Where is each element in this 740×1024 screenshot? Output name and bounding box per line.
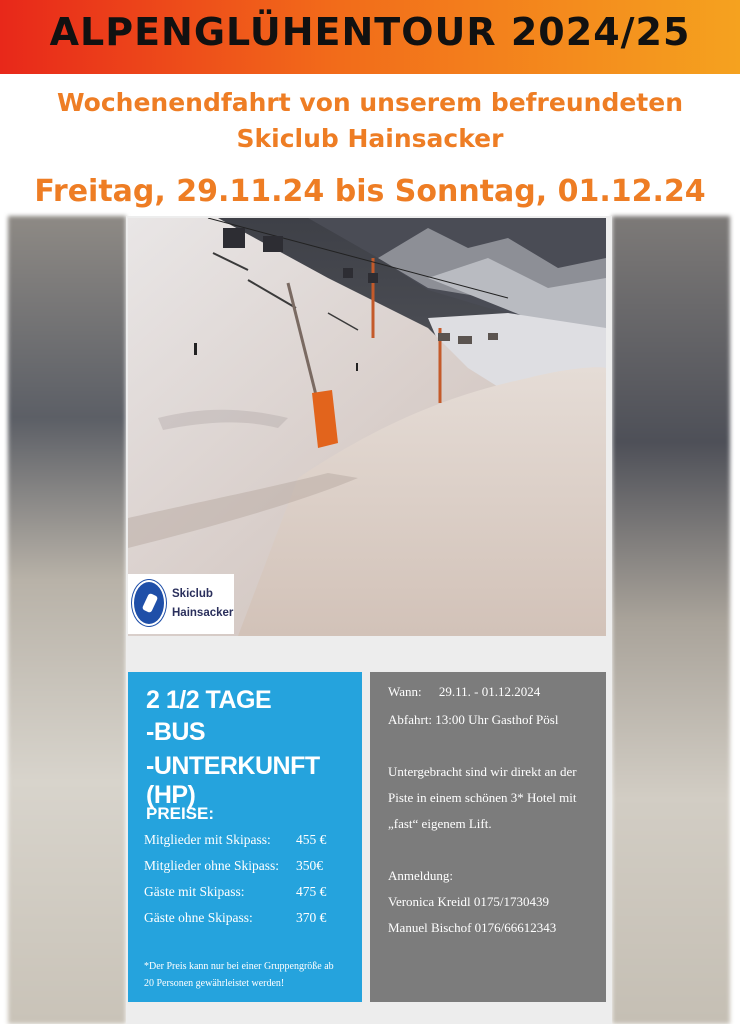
when-value: 29.11. - 01.12.2024 [438, 684, 541, 699]
lodging-line-1: Untergebracht sind wir direkt an der [388, 764, 577, 779]
price-value: 475 € [296, 884, 327, 899]
price-label: Mitglieder mit Skipass: [144, 832, 271, 847]
price-value: 350€ [296, 858, 323, 873]
page-title: ALPENGLÜHENTOUR 2024/25 [49, 10, 691, 54]
details-box [370, 672, 606, 1002]
blurred-background-right [612, 216, 730, 1024]
offer-duration: 2 1/2 TAGE [146, 686, 272, 714]
subtitle-line-1: Wochenendfahrt von unserem befreundeten [56, 88, 683, 117]
price-row [144, 884, 354, 906]
price-footnote [144, 958, 354, 992]
registration-label: Anmeldung: [388, 868, 453, 883]
departure-info: Abfahrt: 13:00 Uhr Gasthof Pösl [388, 712, 559, 727]
subtitle-line-2: Skiclub Hainsacker [236, 124, 504, 153]
club-badge-line-1: Skiclub [172, 588, 213, 600]
price-label: Mitglieder ohne Skipass: [144, 858, 279, 873]
club-badge-line-2: Hainsacker [172, 607, 234, 619]
blurred-background-left [8, 216, 126, 1024]
contact-1: Veronica Kreidl 0175/1730439 [388, 894, 550, 909]
prices-heading: PREISE: [146, 804, 215, 823]
footnote-line-1: *Der Preis kann nur bei einer Gruppengröße ab [144, 961, 334, 972]
price-value: 370 € [296, 910, 327, 925]
price-row [144, 832, 354, 854]
price-label: Gäste ohne Skipass: [144, 910, 253, 925]
lodging-line-2: Piste in einem schönen 3* Hotel mit [388, 790, 577, 805]
club-logo-icon [132, 580, 166, 626]
offer-bus: -BUS [146, 718, 206, 746]
trip-dates: Freitag, 29.11.24 bis Sonntag, 01.12.24 [34, 174, 706, 209]
when-label: Wann: [388, 684, 422, 699]
club-badge [128, 574, 234, 634]
price-row [144, 910, 354, 932]
lodging-line-3: „fast“ eigenem Lift. [388, 816, 492, 831]
title-banner [0, 0, 740, 74]
offer-box [128, 672, 362, 1002]
price-row [144, 858, 354, 880]
footnote-line-2: 20 Personen gewährleistet werden! [144, 978, 285, 989]
offer-accommodation: -UNTERKUNFT (HP) [146, 752, 320, 809]
when-row [388, 684, 540, 700]
contact-2: Manuel Bischof 0176/66612343 [388, 920, 557, 935]
club-badge-text [172, 585, 233, 623]
price-value: 455 € [296, 832, 327, 847]
price-label: Gäste mit Skipass: [144, 884, 245, 899]
